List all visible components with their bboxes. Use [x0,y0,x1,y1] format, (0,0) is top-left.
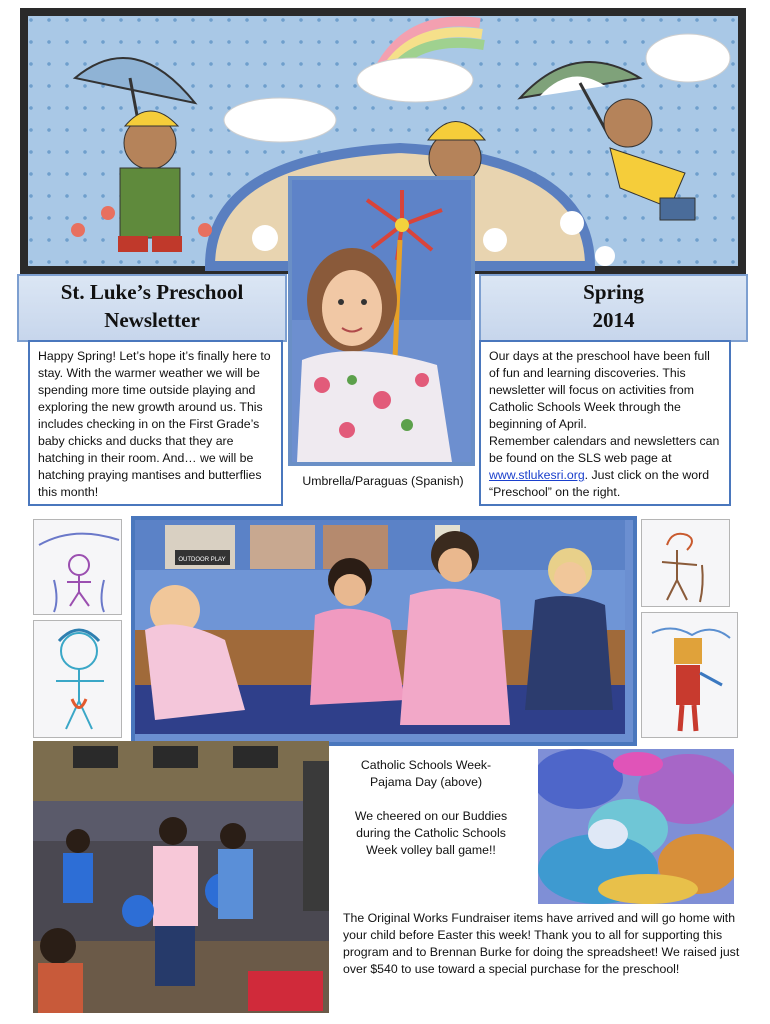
umbrella-caption: Umbrella/Paraguas (Spanish) [302,474,464,488]
title-line-1: St. Luke’s Preschool [60,280,244,304]
summary-paragraph-2 [489,433,721,501]
child-drawing-3 [641,519,730,607]
season-title [479,274,748,342]
summary-text-box [479,340,731,506]
summary-after-link: . Just click on the word “Preschool” on the right. [489,468,710,499]
intro-text: Happy Spring! Let’s hope it’s finally here to stay. With the warmer weather we will be spending more time outside playing and exploring the new growth around us. This includes checking in on the First Grade’s baby chicks and ducks that they are hatching in their room. And… we will be hatching praying mantises and butterflies this month! [38,349,271,499]
volleyball-caption: We cheered on our Buddies during the Catholic Schools Week volley ball game!! [354,809,508,857]
original-works-art-photo [538,749,734,904]
season-label: Spring [583,280,644,304]
child-drawing-1 [33,519,122,615]
girl-umbrella-photo [288,176,475,466]
child-drawing-4 [641,612,738,738]
website-link[interactable]: www.stlukesri.org [489,468,585,482]
summary-line-2: Remember calendars and newsletters can be found on the SLS web page at [489,434,720,465]
pajama-day-photo [131,516,637,746]
pajama-day-caption [338,757,514,791]
outdoor-play-sign: OUTDOOR PLAY [178,557,226,563]
pajama-caption-line-2: Pajama Day (above) [369,775,483,789]
intro-text-box [28,340,283,506]
pajama-caption-line-1: Catholic Schools Week- [360,758,492,772]
summary-paragraph-1: Our days at the preschool have been full of fun and learning discoveries. This newsletter will focus on activities from Catholic Schools Week through the beginning of April. [489,349,710,431]
newsletter-title [17,274,287,342]
child-drawing-2 [33,620,122,738]
year-label: 2014 [592,308,635,332]
fundraiser-text: The Original Works Fundraiser items have arrived and will go home with your child before Easter this week! Thank you to all for supporting this program and to Brennan Burke for doing the spreadsheet! We raised just over $540 to use toward a special purchase for the preschool! [343,911,740,976]
title-line-2: Newsletter [104,308,200,332]
volleyball-game-photo [33,741,329,1013]
